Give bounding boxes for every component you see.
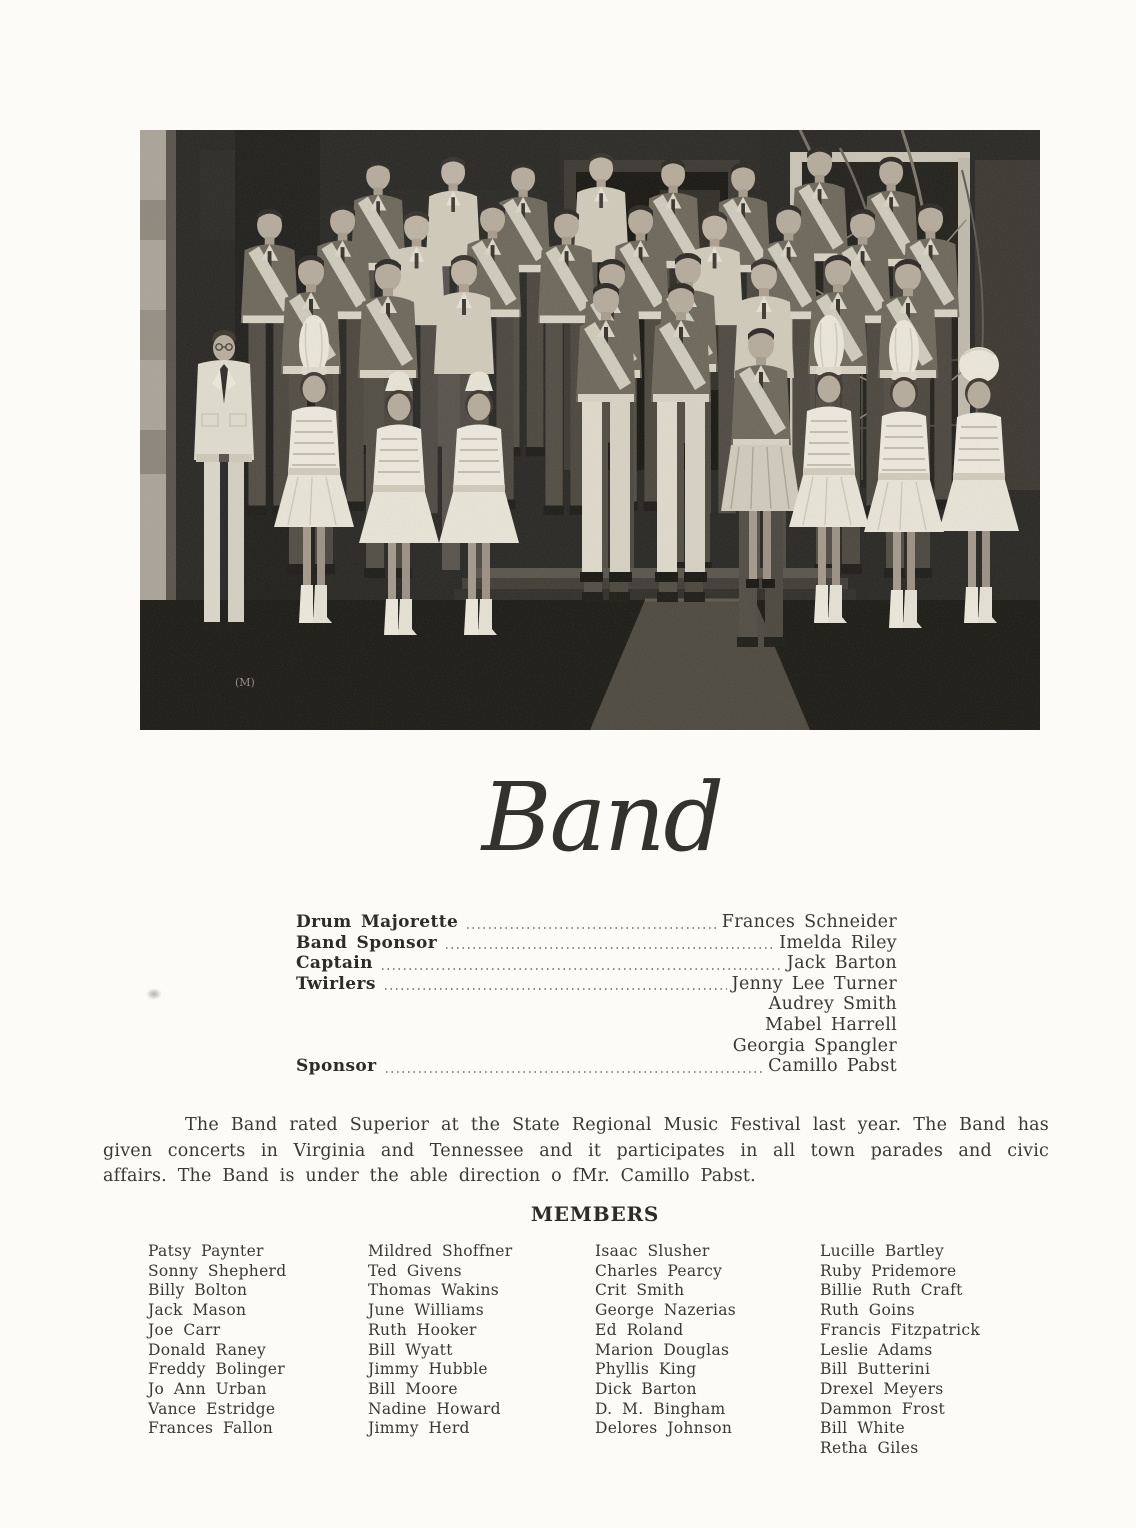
leader-dots bbox=[467, 927, 717, 929]
officer-label: Band Sponsor bbox=[296, 932, 438, 953]
member-name: Ted Givens bbox=[368, 1261, 462, 1280]
member-name: Bill Moore bbox=[368, 1379, 458, 1398]
member-name: Nadine Howard bbox=[368, 1399, 501, 1418]
officer-row bbox=[296, 953, 897, 974]
officer-label: Sponsor bbox=[296, 1056, 377, 1077]
member-name: Ed Roland bbox=[595, 1320, 684, 1339]
officer-row bbox=[296, 1036, 897, 1057]
member-column bbox=[820, 1242, 980, 1459]
officer-row bbox=[296, 933, 897, 954]
officer-name: Imelda Riley bbox=[779, 932, 897, 953]
leader-dots bbox=[385, 988, 727, 990]
member-name: Billy Bolton bbox=[148, 1281, 248, 1300]
member-name: Bill Butterini bbox=[820, 1360, 931, 1379]
member-column bbox=[595, 1242, 736, 1439]
member-name: Donald Raney bbox=[148, 1340, 267, 1359]
officer-name: Frances Schneider bbox=[721, 912, 897, 932]
member-name: Patsy Paynter bbox=[148, 1242, 264, 1260]
member-column bbox=[148, 1242, 286, 1439]
officers-list bbox=[296, 912, 897, 1077]
officer-label: Drum Majorette bbox=[296, 912, 459, 932]
member-name: Jimmy Herd bbox=[368, 1419, 470, 1438]
member-name: Retha Giles bbox=[820, 1439, 919, 1458]
member-name: Ruth Hooker bbox=[368, 1320, 477, 1339]
page-smudge bbox=[146, 988, 162, 1000]
member-name: Vance Estridge bbox=[148, 1399, 276, 1418]
member-name: Francis Fitzpatrick bbox=[820, 1320, 981, 1339]
member-name: Joe Carr bbox=[148, 1320, 221, 1339]
member-name: Jimmy Hubble bbox=[368, 1360, 488, 1379]
members-heading: MEMBERS bbox=[530, 1202, 660, 1226]
narrative-paragraph: The Band rated Superior at the State Regional Music Festival last year. The Band has given concerts in Virginia and Tennessee and it participates in all town parades and civic affairs. The Band is under the able direction o fMr. Camillo Pabst. bbox=[103, 1115, 1049, 1187]
member-name: Jack Mason bbox=[148, 1301, 247, 1320]
member-name: Jo Ann Urban bbox=[148, 1379, 267, 1398]
member-name: D. M. Bingham bbox=[595, 1399, 726, 1418]
officer-name: Camillo Pabst bbox=[768, 1056, 897, 1077]
member-name: George Nazerias bbox=[595, 1301, 737, 1320]
member-name: Drexel Meyers bbox=[820, 1379, 944, 1398]
officer-name: Jack Barton bbox=[786, 953, 897, 974]
leader-dots bbox=[446, 947, 774, 949]
member-name: Leslie Adams bbox=[820, 1340, 933, 1359]
officer-row bbox=[296, 974, 897, 995]
member-name: Dammon Frost bbox=[820, 1399, 946, 1418]
member-name: Phyllis King bbox=[595, 1360, 697, 1379]
member-name: Delores Johnson bbox=[595, 1419, 733, 1438]
leader-dots bbox=[382, 968, 782, 970]
member-name: Isaac Slusher bbox=[595, 1242, 710, 1260]
member-name: Frances Fallon bbox=[148, 1419, 273, 1438]
page-title: Band bbox=[481, 763, 723, 873]
member-name: Dick Barton bbox=[595, 1379, 697, 1398]
member-name: Lucille Bartley bbox=[820, 1242, 945, 1260]
officer-row bbox=[296, 1056, 897, 1077]
leader-dots bbox=[386, 1071, 764, 1073]
member-name: Freddy Bolinger bbox=[148, 1360, 285, 1379]
officer-name: Audrey Smith bbox=[768, 994, 897, 1015]
member-name: Marion Douglas bbox=[595, 1340, 730, 1359]
member-name: Thomas Wakins bbox=[368, 1281, 499, 1300]
officer-label: Twirlers bbox=[296, 973, 376, 994]
member-name: Mildred Shoffner bbox=[368, 1242, 513, 1260]
photographer-mark: (M) bbox=[235, 676, 255, 689]
officer-row bbox=[296, 994, 897, 1015]
member-column bbox=[368, 1242, 512, 1439]
band-group-photo bbox=[140, 130, 1040, 730]
officer-name: Georgia Spangler bbox=[732, 1035, 897, 1056]
member-name: June Williams bbox=[368, 1301, 485, 1320]
officer-label: Captain bbox=[296, 953, 373, 974]
member-name: Charles Pearcy bbox=[595, 1261, 723, 1280]
band-photo-illustration bbox=[140, 130, 1040, 730]
film-grain-overlay bbox=[140, 130, 1040, 730]
member-name: Sonny Shepherd bbox=[148, 1261, 287, 1280]
officer-name: Mabel Harrell bbox=[765, 1014, 897, 1035]
officer-row bbox=[296, 1015, 897, 1036]
member-name: Ruby Pridemore bbox=[820, 1261, 957, 1280]
member-name: Billie Ruth Craft bbox=[820, 1281, 963, 1300]
member-name: Bill White bbox=[820, 1419, 905, 1438]
officer-name: Jenny Lee Turner bbox=[731, 973, 897, 994]
officer-row bbox=[296, 912, 897, 933]
member-name: Ruth Goins bbox=[820, 1301, 915, 1320]
member-name: Crit Smith bbox=[595, 1281, 685, 1300]
member-name: Bill Wyatt bbox=[368, 1340, 453, 1359]
